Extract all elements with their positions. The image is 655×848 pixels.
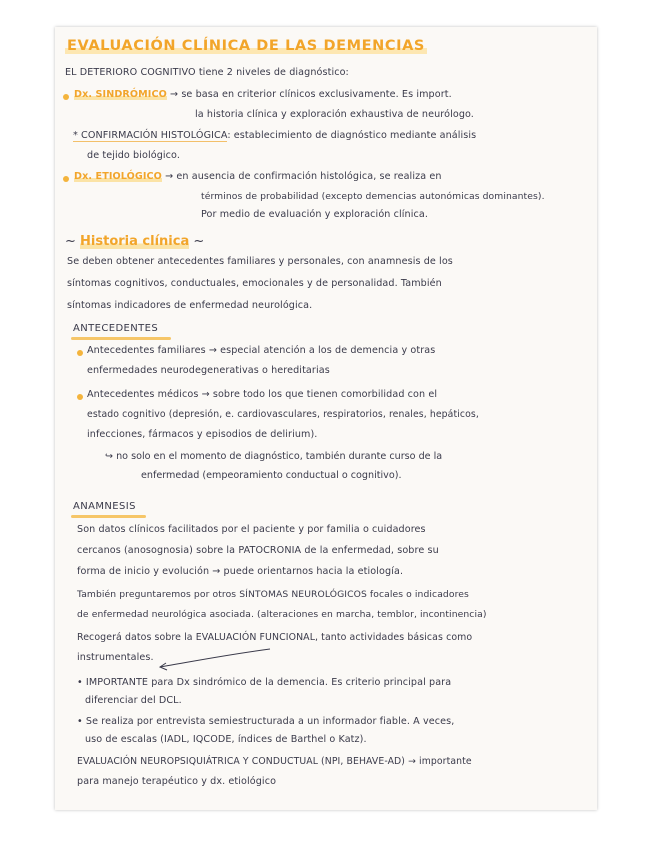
dx-etiologico-line3: Por medio de evaluación y exploración clínica. [201,209,428,220]
anamnesis-p3-2: instrumentales. [77,652,154,663]
anamnesis-p1-2: cercanos (anosognosia) sobre la PATOCRONIA de la enfermedad, sobre su [77,545,439,556]
confirmacion-line2: de tejido biológico. [87,150,180,161]
anamnesis-b1-1: • IMPORTANTE para Dx sindrómico de la demencia. Es criterio principal para [77,677,452,688]
anamnesis-p1-3: forma de inicio y evolución → puede orientarnos hacia la etiología. [77,566,404,577]
antecedentes-med2: estado cognitivo (depresión, e. cardiovasculares, respiratorios, renales, hepáticos, [87,409,479,420]
anamnesis-heading: ANAMNESIS [73,501,136,512]
dx-sindromico-line2: la historia clínica y exploración exhaustiva de neurólogo. [195,109,474,120]
dx-sindromico-text1: → se basa en criterior clínicos exclusivamente. Es import. [170,89,452,100]
anamnesis-p2-2: de enfermedad neurológica asociada. (alteraciones en marcha, temblor, incontinencia) [77,609,487,620]
historia-title: Historia clínica [80,234,190,249]
intro-line: EL DETERIORO COGNITIVO tiene 2 niveles de diagnóstico: [65,67,349,78]
historia-line2: síntomas cognitivos, conductuales, emocionales y de personalidad. También [67,278,442,289]
antecedentes-sub1: ↪ no solo en el momento de diagnóstico, también durante curso de la [105,451,443,462]
anamnesis-e1: EVALUACIÓN NEUROPSIQUIÁTRICA Y CONDUCTUAL (NPI, BEHAVE-AD) → importante [77,756,472,767]
antecedentes-sub2: enfermedad (empeoramiento conductual o cognitivo). [141,470,402,481]
anamnesis-p2-1: También preguntaremos por otros SÍNTOMAS NEUROLÓGICOS focales o indicadores [77,589,469,600]
antecedentes-fam2: enfermedades neurodegenerativas o hereditarias [87,365,330,376]
anamnesis-e2: para manejo terapéutico y dx. etiológico [77,776,277,787]
dx-etiologico-line2: términos de probabilidad (excepto demencias autonómicas dominantes). [201,191,545,202]
historia-line3: síntomas indicadores de enfermedad neurológica. [67,300,313,311]
anamnesis-b2-2: uso de escalas (IADL, IQCODE, índices de Barthel o Katz). [85,734,367,745]
antecedentes-heading: ANTECEDENTES [73,323,159,334]
page-title: EVALUACIÓN CLÍNICA DE LAS DEMENCIAS [67,38,425,54]
historia-heading: ~ Historia clínica ~ [65,234,205,249]
confirmacion-text1: : establecimiento de diagnóstico mediante análisis [227,130,477,141]
anamnesis-b1-2: diferenciar del DCL. [85,695,182,706]
antecedentes-fam1: Antecedentes familiares → especial atención a los de demencia y otras [87,345,436,356]
arrow-curve [55,27,597,810]
historia-line1: Se deben obtener antecedentes familiares y personales, con anamnesis de los [67,256,453,267]
anamnesis-b2-1: • Se realiza por entrevista semiestructurada a un informador fiable. A veces, [77,716,455,727]
anamnesis-p1-1: Son datos clínicos facilitados por el paciente y por familia o cuidadores [77,524,426,535]
dx-sindromico-label: Dx. SINDRÓMICO [74,89,167,100]
confirmacion-label: * CONFIRMACIÓN HISTOLÓGICA [73,130,228,141]
anamnesis-p3-1: Recogerá datos sobre la EVALUACIÓN FUNCIONAL, tanto actividades básicas como [77,632,473,643]
notes-page [55,27,597,810]
dx-etiologico-text1: → en ausencia de confirmación histológica, se realiza en [165,171,442,182]
dx-etiologico-label: Dx. ETIOLÓGICO [74,171,162,182]
antecedentes-med3: infecciones, fármacos y episodios de delirium). [87,429,318,440]
antecedentes-med1: Antecedentes médicos → sobre todo los que tienen comorbilidad con el [87,389,438,400]
